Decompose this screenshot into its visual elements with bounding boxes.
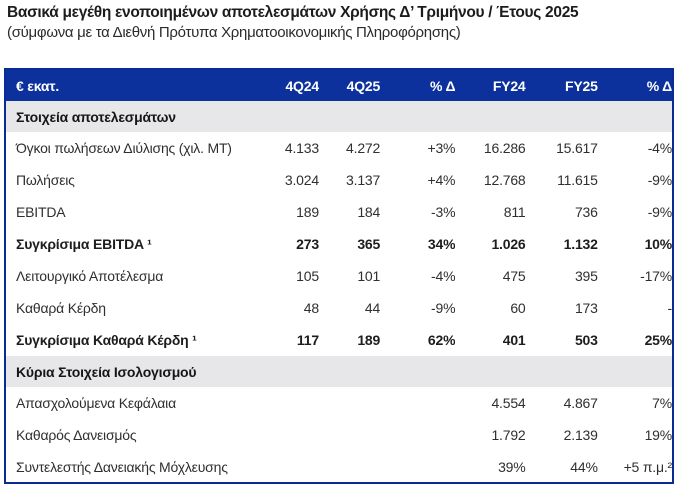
cell-pct-delta-q (380, 387, 455, 419)
cell-fy24: 811 (503, 204, 526, 220)
table-row-adjusted-ebitda (5, 228, 673, 260)
row-label: EBITDA (16, 204, 66, 220)
cell-4q24: 189 (296, 204, 319, 220)
row-label: Πωλήσεις (16, 172, 75, 188)
cell-fy24: 475 (502, 268, 526, 284)
table-header-row (5, 69, 673, 101)
cell-fy24: 4.554 (491, 395, 526, 411)
cell-fy24: 60 (510, 300, 526, 316)
cell-4q25: 44 (364, 300, 381, 316)
report-title: Βασικά μεγέθη ενοποιημένων αποτελεσμάτων Χρήσης Δ’ Τριμήνου / Έτους 2025 (7, 4, 579, 21)
cell-fy25: 1.132 (563, 236, 598, 252)
cell-pct-delta-q (380, 419, 455, 451)
cell-fy25: 736 (574, 204, 598, 220)
cell-pct-delta-q: +3% (427, 140, 456, 156)
cell-pct-delta-q: 34% (427, 236, 456, 252)
cell-fy25: 15.617 (556, 140, 598, 156)
cell-fy24: 39% (498, 458, 526, 475)
row-label: Συντελεστής Δανειακής Μόχλευσης (16, 458, 228, 475)
section-title: Κύρια Στοιχεία Ισολογισμού (16, 363, 197, 380)
cell-fy25: 173 (574, 300, 598, 316)
cell-pct-delta-fy: 19% (644, 427, 672, 443)
cell-4q25: 184 (357, 204, 381, 220)
cell-4q25: 189 (357, 332, 381, 348)
cell-fy24: 12.768 (483, 172, 526, 188)
table-row-net-debt (5, 419, 673, 451)
column-header-fy25: FY25 (565, 77, 598, 94)
cell-pct-delta-q: +4% (427, 172, 456, 188)
cell-4q25 (319, 387, 380, 419)
section-title: Στοιχεία αποτελεσμάτων (16, 108, 176, 125)
cell-4q25: 4.272 (346, 140, 381, 156)
table-row-sales (5, 164, 673, 196)
row-label: Απασχολούμενα Κεφάλαια (16, 395, 176, 411)
cell-4q24 (250, 451, 319, 483)
cell-4q25 (319, 451, 380, 483)
cell-fy25: 44% (570, 458, 598, 475)
cell-4q24: 48 (303, 300, 319, 316)
column-header-4q24: 4Q24 (285, 77, 319, 94)
cell-4q24: 3.024 (284, 172, 319, 188)
report-subtitle: (σύμφωνα με τα Διεθνή Πρότυπα Χρηματοοικονομικής Πληροφόρησης) (7, 24, 461, 41)
table-row-capital-employed (5, 387, 673, 419)
cell-fy25: 395 (574, 268, 598, 284)
cell-fy24: 1.792 (491, 427, 526, 443)
cell-pct-delta-q (380, 451, 455, 483)
cell-fy24: 16.286 (483, 140, 526, 156)
section-row-results (5, 101, 673, 132)
cell-4q25: 101 (357, 268, 381, 284)
row-label: Καθαρά Κέρδη (16, 300, 106, 316)
cell-fy25: 4.867 (563, 395, 598, 411)
cell-fy25: 503 (574, 332, 598, 348)
cell-pct-delta-fy: -9% (647, 172, 672, 188)
row-label: Όγκοι πωλήσεων Διύλισης (χιλ. MT) (16, 140, 232, 156)
cell-pct-delta-q: -4% (431, 268, 456, 284)
cell-fy25: 11.615 (557, 172, 598, 188)
cell-pct-delta-fy: -9% (647, 204, 672, 220)
column-header-fy24: FY24 (492, 77, 526, 94)
cell-pct-delta-q: -3% (431, 204, 456, 220)
table-row-refining-sales-volumes (5, 132, 673, 164)
row-label: Καθαρός Δανεισμός (16, 427, 137, 443)
table-row-operating-result (5, 260, 673, 292)
cell-pct-delta-q: -9% (431, 300, 456, 316)
column-header-pct-delta-fy: % Δ (646, 77, 672, 94)
column-header-pct-delta-q: % Δ (430, 77, 456, 94)
cell-4q24: 117 (296, 332, 319, 348)
cell-4q24 (250, 387, 319, 419)
cell-4q25 (319, 419, 380, 451)
cell-pct-delta-fy: -17% (640, 268, 672, 284)
cell-pct-delta-fy: +5 π.μ.² (623, 458, 672, 475)
cell-4q24: 4.133 (284, 140, 319, 156)
table-row-gearing-ratio (5, 451, 673, 483)
cell-4q24 (250, 419, 319, 451)
cell-pct-delta-fy: 10% (644, 236, 672, 252)
cell-pct-delta-fy: -4% (647, 140, 672, 156)
table-row-net-income (5, 292, 673, 324)
row-label: Συγκρίσιμα EBITDA ¹ (16, 236, 152, 252)
cell-4q24: 105 (296, 268, 319, 284)
cell-4q25: 365 (357, 236, 381, 252)
column-header-4q25: 4Q25 (346, 77, 381, 94)
cell-pct-delta-q: 62% (427, 332, 456, 348)
cell-fy24: 1.026 (491, 236, 526, 252)
cell-4q25: 3.137 (346, 172, 381, 188)
section-row-balance-sheet (5, 356, 673, 387)
table-row-adjusted-net-income (5, 324, 673, 356)
cell-pct-delta-fy: - (667, 300, 672, 316)
results-table (4, 68, 674, 484)
table-row-ebitda (5, 196, 673, 228)
cell-pct-delta-fy: 25% (644, 332, 672, 348)
cell-fy25: 2.139 (563, 427, 598, 443)
row-label: Λειτουργικό Αποτέλεσμα (16, 268, 164, 284)
column-header-unit: € εκατ. (16, 77, 60, 94)
row-label: Συγκρίσιμα Καθαρά Κέρδη ¹ (16, 332, 197, 348)
cell-4q24: 273 (296, 236, 319, 252)
cell-pct-delta-fy: 7% (652, 395, 672, 411)
cell-fy24: 401 (502, 332, 526, 348)
